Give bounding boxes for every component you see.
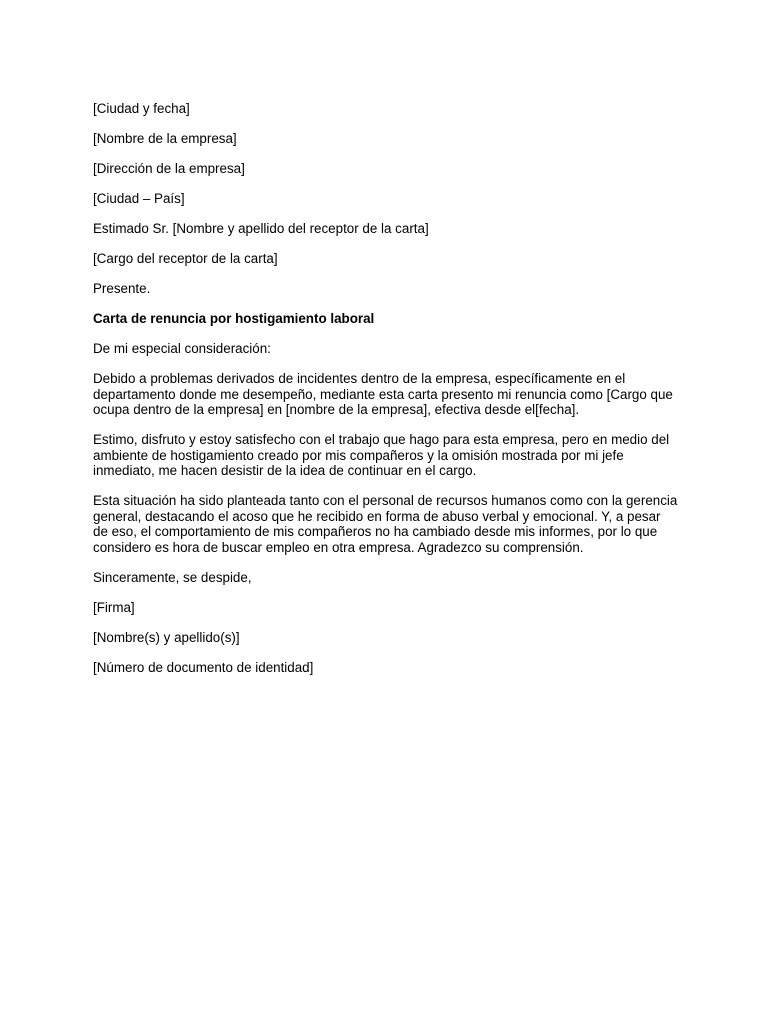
letter-subject: Carta de renuncia por hostigamiento laboral [93, 311, 375, 326]
paragraph-1: Debido a problemas derivados de incidentes dentro de la empresa, específicamente en el departamento donde me desempeño, mediante esta carta presento mi renuncia como [Cargo que ocupa dentro de la empresa] en [nombre de la empresa], efectiva desde el[fecha]. [93, 371, 673, 417]
recipient-position: [Cargo del receptor de la carta] [93, 251, 278, 266]
greeting-recipient: Estimado Sr. [Nombre y apellido del receptor de la carta] [93, 221, 429, 236]
closing-line: Sinceramente, se despide, [93, 569, 252, 585]
city-date: [Ciudad y fecha] [93, 101, 190, 116]
paragraph-3: Esta situación ha sido planteada tanto con el personal de recursos humanos como con la gerencia general, destacando el acoso que he recibido en forma de abuso verbal y emocional. Y, a pesar de eso, el comportamiento de mis compañeros no ha cambiado desde mis informes, por lo que considero es hora de buscar empleo en otra empresa. Agradezco su comprensión. [93, 493, 678, 555]
company-name: [Nombre de la empresa] [93, 131, 237, 146]
salutation: De mi especial consideración: [93, 341, 271, 356]
city-country: [Ciudad – País] [93, 191, 185, 206]
paragraph-2: Estimo, disfruto y estoy satisfecho con el trabajo que hago para esta empresa, pero en medio del ambiente de hostigamiento creado por mis compañeros y la omisión mostrada por mi jefe inmediato, me hacen desistir de la idea de continuar en el cargo. [93, 432, 670, 478]
full-name-placeholder: [Nombre(s) y apellido(s)] [93, 629, 240, 645]
present-line: Presente. [93, 281, 151, 296]
signature-placeholder: [Firma] [93, 599, 135, 615]
company-address: [Dirección de la empresa] [93, 161, 245, 176]
letter-body [93, 101, 678, 690]
id-number-placeholder: [Número de documento de identidad] [93, 659, 314, 675]
